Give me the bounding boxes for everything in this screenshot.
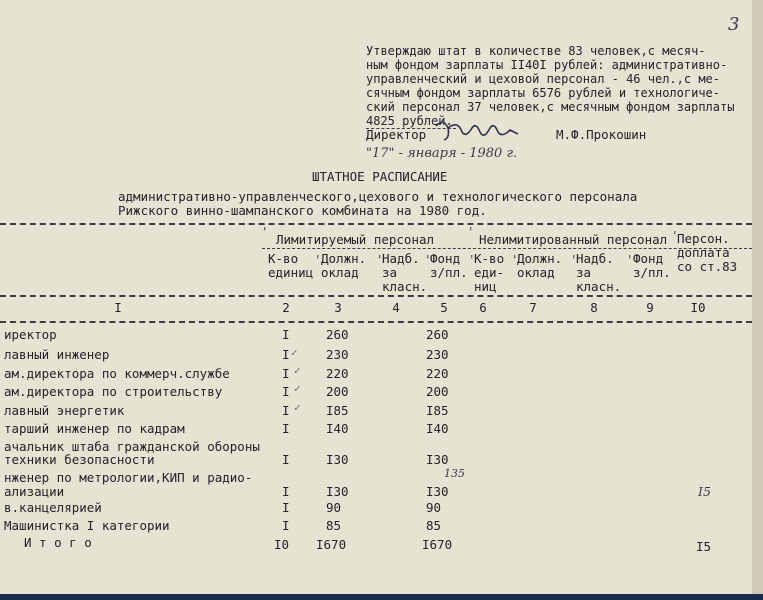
- header-line: Фонд: [430, 251, 461, 266]
- row-oklad: 230: [326, 347, 349, 362]
- row-oklad: 85: [326, 518, 342, 533]
- header-line: Фонд: [633, 251, 664, 266]
- row-qty: I: [282, 500, 290, 515]
- col-number: 4: [392, 300, 400, 315]
- row-oklad: 260: [326, 327, 349, 342]
- header-limited: Лимитируемый персонал: [276, 232, 435, 247]
- row-qty: I: [282, 484, 290, 499]
- header-line: за: [576, 265, 592, 280]
- row-qty: I: [282, 518, 290, 533]
- col-oklad2-header: [517, 252, 562, 280]
- approval-date: "17" - января - 1980 г.: [366, 146, 518, 161]
- row-oklad: I40: [326, 421, 349, 436]
- column-separator: ': [376, 252, 384, 267]
- table-top-rule: [0, 223, 752, 225]
- row-fond: 85: [426, 518, 442, 533]
- row-name: в.канцелярией: [4, 500, 102, 515]
- row-fond: I30: [426, 452, 449, 467]
- column-separator: ': [424, 252, 432, 267]
- document-subtitle: Рижского винно-шампанского комбината на 1980 год.: [118, 203, 487, 218]
- header-line: К-во: [474, 251, 505, 266]
- director-signature: [432, 116, 522, 146]
- header-line: оклад: [517, 265, 555, 280]
- row-name: лавный инженер: [4, 347, 110, 362]
- row-name: ам.директора по коммерч.службе: [4, 366, 230, 381]
- row-qty: I: [282, 403, 290, 418]
- approval-line: 4825 рублей.: [366, 114, 453, 128]
- col-number: 2: [282, 300, 290, 315]
- header-bottom-rule: [0, 295, 752, 297]
- check-mark-icon: ✓: [294, 401, 301, 414]
- column-separator: ': [570, 252, 578, 267]
- page-edge: [752, 0, 763, 600]
- col-number: 7: [529, 300, 537, 315]
- column-separator: ': [261, 224, 269, 239]
- col-fond2-header: [633, 252, 671, 280]
- header-line: К-во: [268, 251, 299, 266]
- header-personal-line: со ст.83: [677, 259, 738, 274]
- col-number: 5: [440, 300, 448, 315]
- row-fond: I40: [426, 421, 449, 436]
- total-label: И т о г о: [24, 535, 92, 550]
- document-title: ШТАТНОЕ РАСПИСАНИЕ: [312, 169, 448, 184]
- header-line: Должн.: [321, 251, 367, 266]
- row-oklad: 90: [326, 500, 342, 515]
- col-fond-header: [430, 252, 468, 280]
- header-line: единиц: [268, 265, 314, 280]
- col-nadb-header: [382, 252, 427, 294]
- header-line: класн.: [576, 279, 622, 294]
- row-qty: I: [282, 452, 290, 467]
- column-separator: ': [468, 252, 476, 267]
- row-name: лавный энергетик: [4, 403, 125, 418]
- header-line: з/пл.: [430, 265, 468, 280]
- row-qty: I: [282, 384, 290, 399]
- header-line: Должн.: [517, 251, 563, 266]
- col-number: 3: [334, 300, 342, 315]
- page-number: 3: [728, 14, 740, 35]
- approval-block: [366, 44, 746, 128]
- column-separator: ': [671, 228, 679, 243]
- total-oklad: I670: [316, 537, 347, 552]
- total-qty: I0: [274, 537, 290, 552]
- row-qty: I: [282, 347, 290, 362]
- row-oklad: 220: [326, 366, 349, 381]
- row-name: иректор: [4, 327, 57, 342]
- row-fond: 90: [426, 500, 442, 515]
- numbers-bottom-rule: [0, 321, 752, 323]
- col-number: I0: [690, 300, 706, 315]
- col-number: I: [114, 300, 122, 315]
- row-fond: 230: [426, 347, 449, 362]
- col-number: 9: [646, 300, 654, 315]
- approval-line: ский персонал 37 человек,с месячным фондом зарплаты: [366, 100, 735, 114]
- check-mark-icon: ✓: [291, 346, 298, 359]
- row-oklad: I30: [326, 452, 349, 467]
- header-line: Надб.: [576, 251, 614, 266]
- row-name: ам.директора по строительству: [4, 384, 223, 399]
- column-separator: ': [626, 252, 634, 267]
- row-name: ализации: [4, 484, 65, 499]
- approval-line: Утверждаю штат в количестве 83 человек,с месяч-: [366, 44, 706, 58]
- col-number: 6: [479, 300, 487, 315]
- header-line: ниц: [474, 279, 497, 294]
- column-separator: ': [511, 252, 519, 267]
- row-oklad: I30: [326, 484, 349, 499]
- header-personal-line: доплата: [677, 245, 730, 260]
- row-name: Машинистка I категории: [4, 518, 170, 533]
- col-kvo-header: [268, 252, 313, 280]
- header-line: з/пл.: [633, 265, 671, 280]
- row-fond: I30: [426, 484, 449, 499]
- header-personal-line: Персон.: [677, 231, 730, 246]
- approval-line: сячным фондом зарплаты 6576 рублей и технологиче-: [366, 86, 721, 100]
- row-fond-note: 135: [444, 467, 465, 480]
- row-qty: I: [282, 366, 290, 381]
- director-label: Директор: [366, 127, 427, 142]
- header-line: оклад: [321, 265, 359, 280]
- background-edge: [0, 594, 763, 600]
- column-separator: ': [314, 252, 322, 267]
- row-qty: I: [282, 421, 290, 436]
- row-fond: I85: [426, 403, 449, 418]
- header-line: класн.: [382, 279, 428, 294]
- header-line: еди-: [474, 265, 505, 280]
- row-oklad: 200: [326, 384, 349, 399]
- row-fond: 200: [426, 384, 449, 399]
- total-fond: I670: [422, 537, 453, 552]
- row-fond: 260: [426, 327, 449, 342]
- row-name: ачальник штаба гражданской обороны: [4, 439, 260, 454]
- total-personal: I5: [696, 539, 712, 554]
- col-nadb2-header: [576, 252, 621, 294]
- row-personal: I5: [698, 484, 711, 499]
- header-personal: [677, 232, 737, 274]
- row-name: тарший инженер по кадрам: [4, 421, 185, 436]
- col-number: 8: [590, 300, 598, 315]
- header-line: за: [382, 265, 398, 280]
- row-name: нженер по метрологии,КИП и радио-: [4, 470, 253, 485]
- document-subtitle: административно-управленческого,цехового и технологического персонала: [118, 189, 638, 204]
- col-oklad-header: [321, 252, 366, 280]
- row-qty: I: [282, 327, 290, 342]
- row-name: техники безопасности: [4, 452, 155, 467]
- row-oklad: I85: [326, 403, 349, 418]
- approval-line: управленческий и цеховой персонал - 46 чел.,с ме-: [366, 72, 721, 86]
- col-kvo2-header: [474, 252, 504, 294]
- column-separator: ': [467, 224, 475, 239]
- row-fond: 220: [426, 366, 449, 381]
- header-unlimited: Нелимитированный персонал: [479, 232, 668, 247]
- header-line: Надб.: [382, 251, 420, 266]
- approval-line: ным фондом зарплаты II40I рублей: административно-: [366, 58, 728, 72]
- director-name: М.Ф.Прокошин: [556, 127, 647, 142]
- check-mark-icon: ✓: [294, 364, 301, 377]
- check-mark-icon: ✓: [294, 382, 301, 395]
